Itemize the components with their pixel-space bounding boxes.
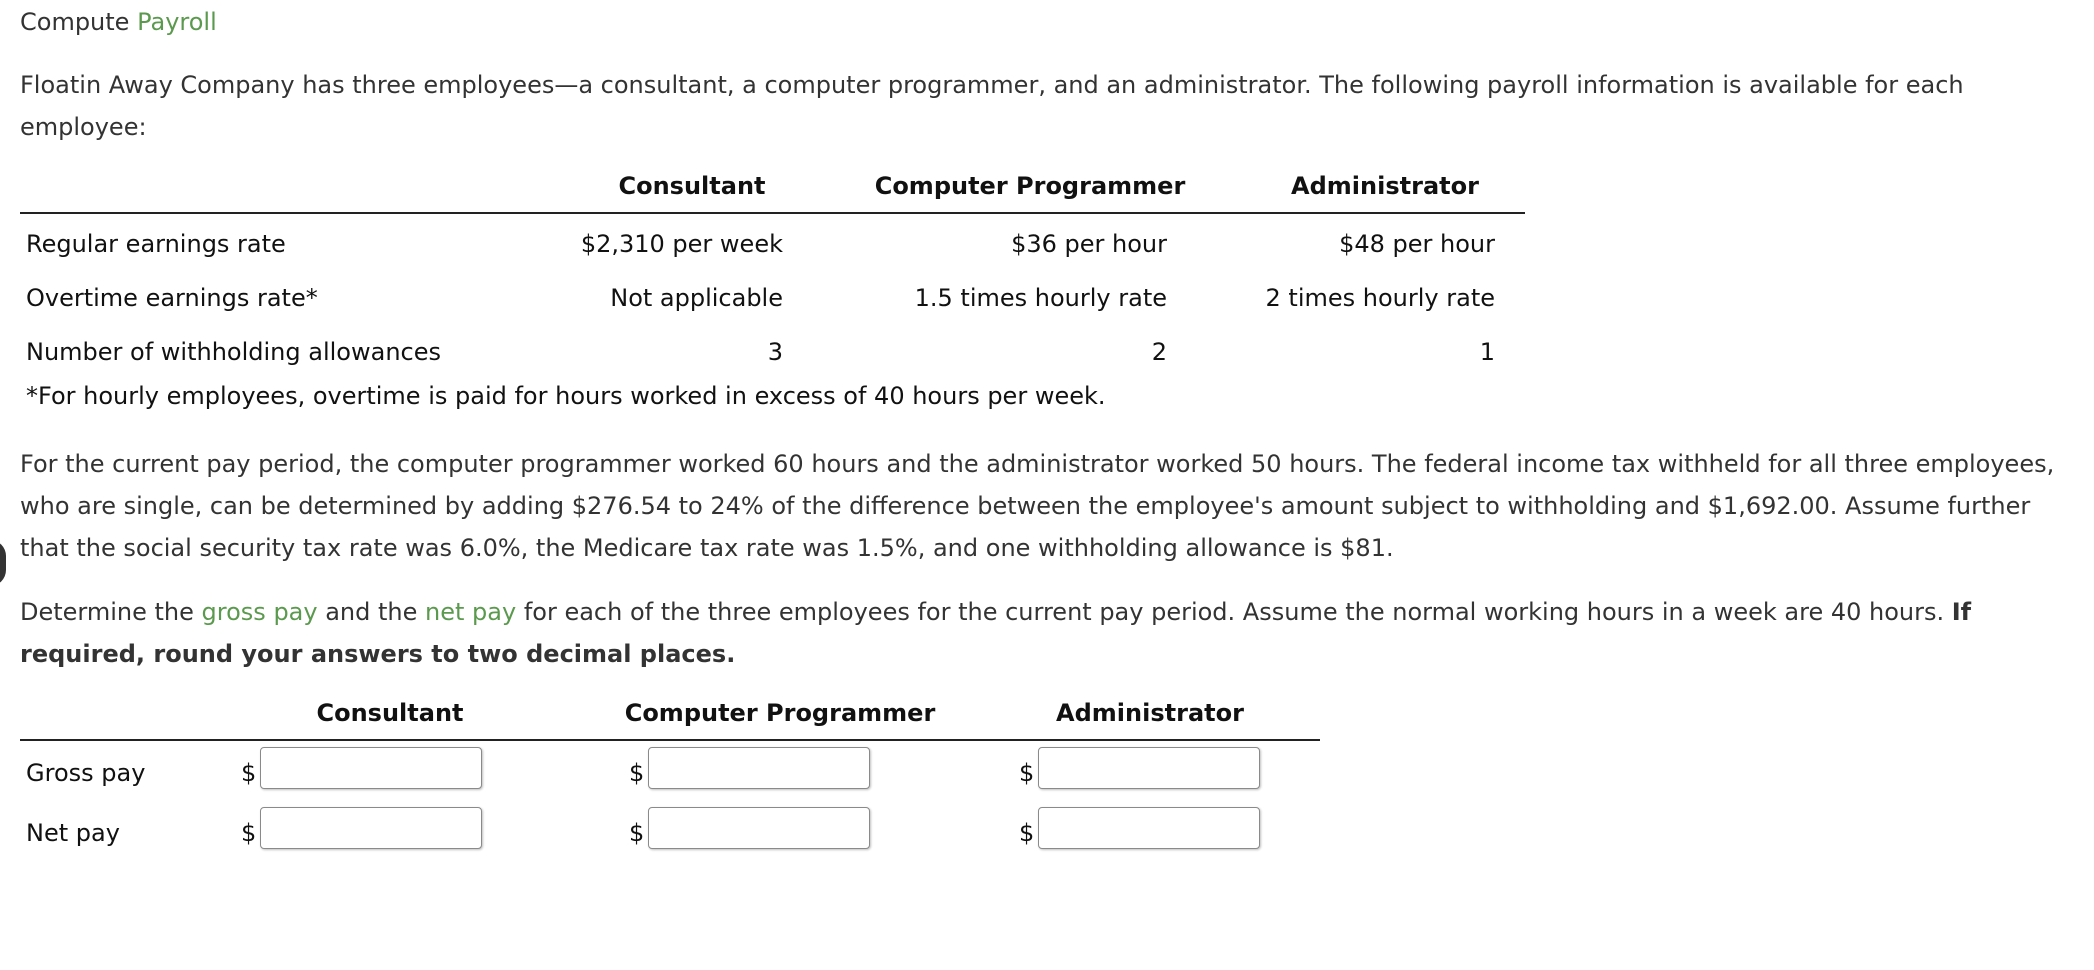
- info-col-administrator: Administrator: [1291, 172, 1479, 200]
- cell-administrator: 1: [1479, 338, 1495, 366]
- info-col-consultant: Consultant: [618, 172, 766, 200]
- table-footnote: *For hourly employees, overtime is paid for hours worked in excess of 40 hours per week.: [26, 382, 1106, 410]
- row-label: Gross pay: [26, 759, 146, 787]
- cell-consultant: Not applicable: [610, 284, 783, 312]
- rounding-instruction: If required, round your answers to two decimal places.: [20, 598, 1972, 668]
- instructions-paragraph: [20, 591, 2084, 675]
- payroll-info-table: [20, 170, 1525, 376]
- ans-col-programmer: Computer Programmer: [624, 699, 936, 727]
- payroll-link[interactable]: Payroll: [137, 8, 217, 36]
- instr-text-1: Determine the: [20, 598, 202, 626]
- answer-row-net-pay: [20, 801, 1320, 861]
- gross-pay-link[interactable]: gross pay: [201, 598, 318, 626]
- currency-symbol: $: [629, 759, 645, 787]
- answer-table: [20, 697, 1320, 861]
- cell-programmer: 1.5 times hourly rate: [914, 284, 1167, 312]
- ans-col-administrator: Administrator: [1056, 699, 1244, 727]
- intro-paragraph: Floatin Away Company has three employees—a consultant, a computer programmer, and an administrator. The following payroll information is available for each employee:: [20, 71, 1964, 141]
- row-label: Regular earnings rate: [26, 230, 286, 258]
- row-label: Net pay: [26, 819, 120, 847]
- info-col-programmer: Computer Programmer: [874, 172, 1186, 200]
- gross-pay-administrator-input[interactable]: [1038, 747, 1260, 789]
- cell-consultant: $2,310 per week: [580, 230, 783, 258]
- currency-symbol: $: [629, 819, 645, 847]
- net-pay-programmer-input[interactable]: [648, 807, 870, 849]
- net-pay-link[interactable]: net pay: [425, 598, 517, 626]
- gross-pay-consultant-input[interactable]: [260, 747, 482, 789]
- details-paragraph: For the current pay period, the computer programmer worked 60 hours and the administrator worked 50 hours. The federal income tax withheld for all three employees, who are single, can be determined by adding $276.54 to 24% of the difference between the employee's amount subject to withholding and $1,692.00. Assume further that the social security tax rate was 6.0%, the Medicare tax rate was 1.5%, and one withholding allowance is $81.: [20, 450, 2055, 562]
- info-row-regular-rate: [20, 214, 1525, 268]
- answer-table-header: [20, 697, 1320, 741]
- net-pay-administrator-input[interactable]: [1038, 807, 1260, 849]
- currency-symbol: $: [1019, 759, 1035, 787]
- currency-symbol: $: [1019, 819, 1035, 847]
- cell-administrator: 2 times hourly rate: [1265, 284, 1495, 312]
- info-row-overtime-rate: [20, 268, 1525, 322]
- instr-text-3: for each of the three employees for the current pay period. Assume the normal working hours in a week are 40 hours.: [516, 598, 1952, 626]
- info-row-allowances: [20, 322, 1525, 376]
- cell-programmer: $36 per hour: [1011, 230, 1167, 258]
- heading-prefix: Compute: [20, 8, 130, 36]
- currency-symbol: $: [241, 819, 257, 847]
- info-table-header: [20, 170, 1525, 214]
- cell-programmer: 2: [1151, 338, 1167, 366]
- page-edge-marker: [0, 540, 6, 586]
- answer-row-gross-pay: [20, 741, 1320, 801]
- gross-pay-programmer-input[interactable]: [648, 747, 870, 789]
- row-label: Overtime earnings rate*: [26, 284, 318, 312]
- cell-consultant: 3: [767, 338, 783, 366]
- ans-col-consultant: Consultant: [316, 699, 464, 727]
- instr-text-2: and the: [317, 598, 426, 626]
- problem-heading: [20, 6, 217, 38]
- cell-administrator: $48 per hour: [1339, 230, 1495, 258]
- currency-symbol: $: [241, 759, 257, 787]
- net-pay-consultant-input[interactable]: [260, 807, 482, 849]
- row-label: Number of withholding allowances: [26, 338, 441, 366]
